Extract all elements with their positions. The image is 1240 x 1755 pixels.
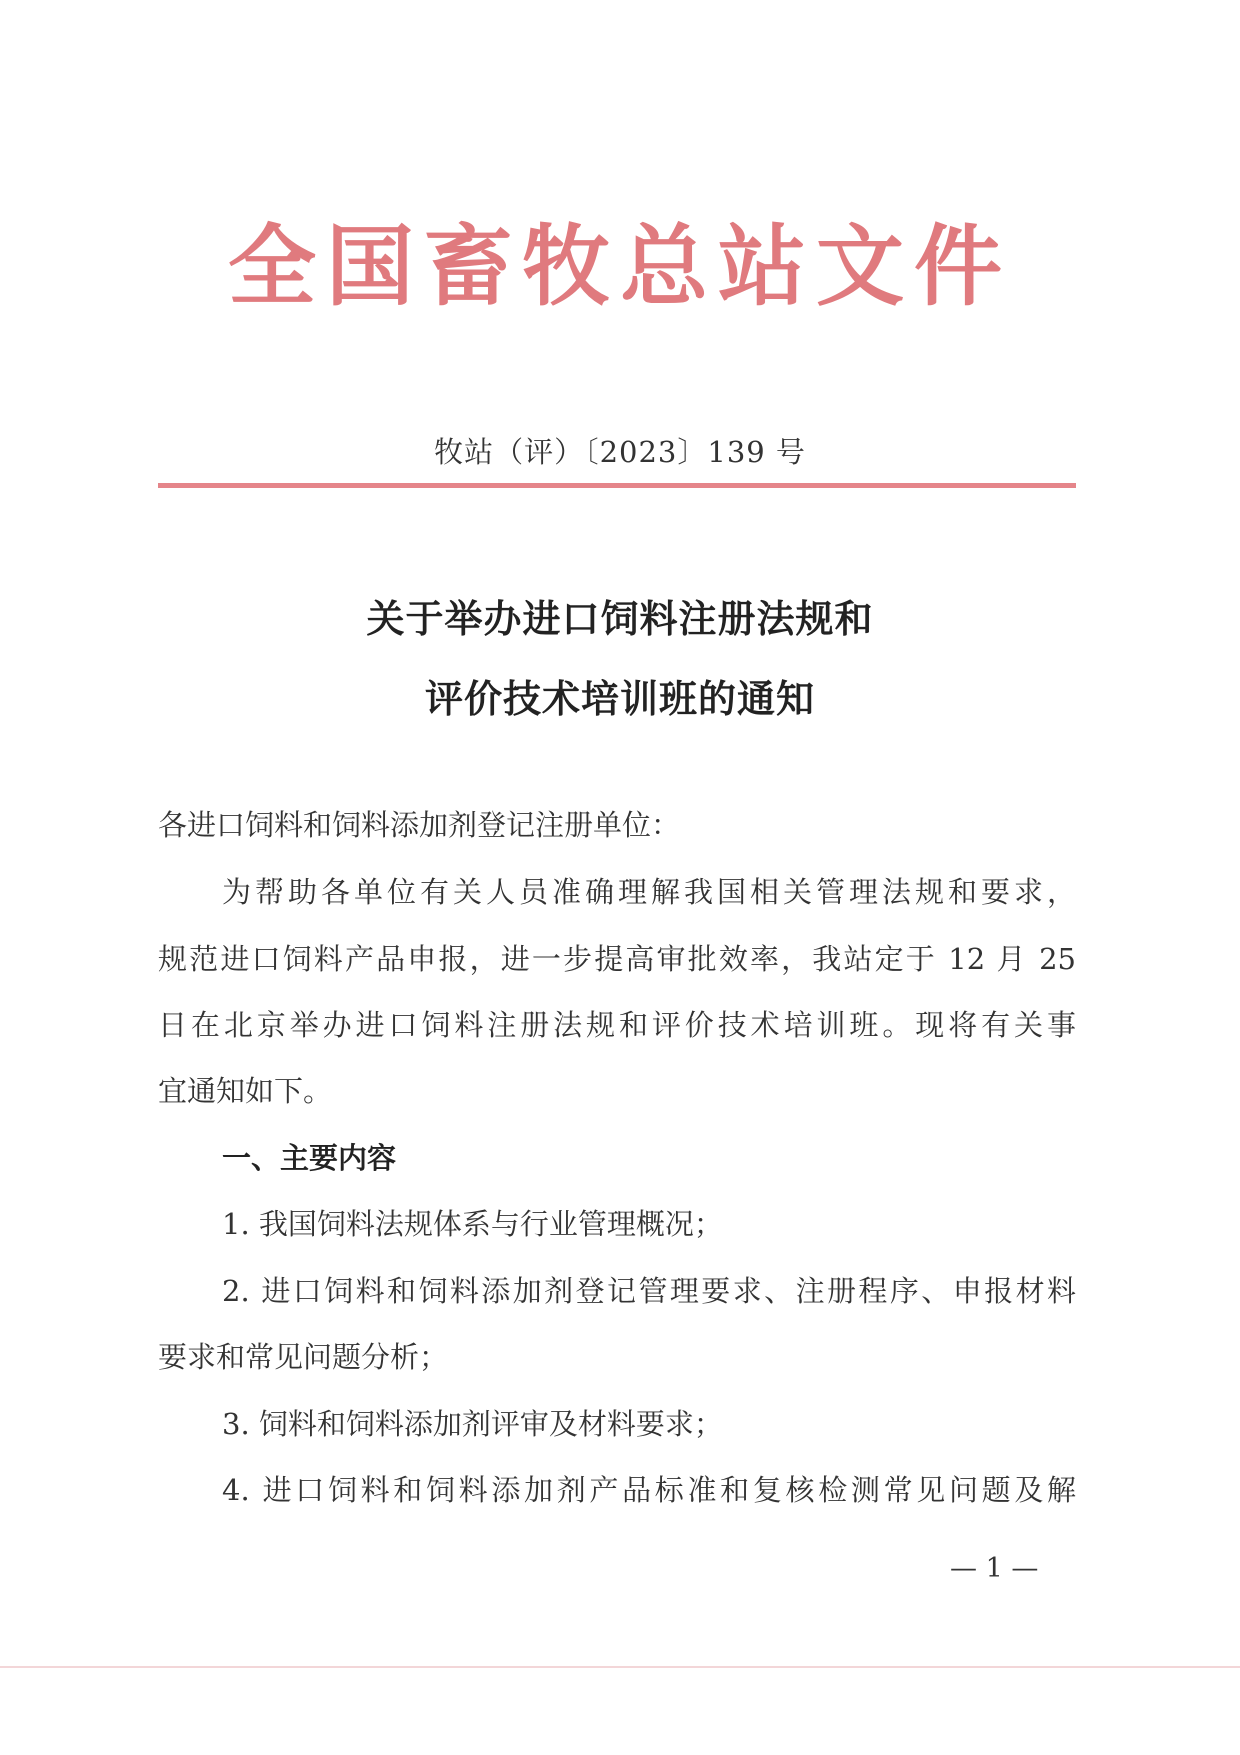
content-item-1: 1. 我国饲料法规体系与行业管理概况； bbox=[222, 1207, 723, 1241]
notice-title-line-1: 关于举办进口饲料注册法规和 bbox=[366, 597, 874, 641]
intro-line-2: 规范进口饲料产品申报，进一步提高审批效率，我站定于 12 月 25 bbox=[158, 942, 1076, 976]
intro-line-1: 为帮助各单位有关人员准确理解我国相关管理法规和要求， bbox=[222, 875, 1076, 909]
content-item-2-line-2: 要求和常见问题分析； bbox=[158, 1340, 449, 1374]
content-item-2-line-1: 2. 进口饲料和饲料添加剂登记管理要求、注册程序、申报材料 bbox=[222, 1274, 1076, 1308]
notice-title-line-2: 评价技术培训班的通知 bbox=[424, 677, 815, 721]
page-number: — 1 — bbox=[950, 1553, 1039, 1584]
section-heading-main-content: 一、主要内容 bbox=[222, 1141, 397, 1175]
salutation: 各进口饲料和饲料添加剂登记注册单位： bbox=[158, 808, 681, 842]
red-divider-line bbox=[158, 483, 1076, 488]
scan-edge-line bbox=[0, 1666, 1240, 1668]
intro-line-4: 宜通知如下。 bbox=[158, 1074, 333, 1108]
intro-line-3: 日在北京举办进口饲料注册法规和评价技术培训班。现将有关事 bbox=[158, 1008, 1076, 1042]
document-number: 牧站（评）〔2023〕139 号 bbox=[434, 435, 806, 469]
content-item-4-line-1: 4. 进口饲料和饲料添加剂产品标准和复核检测常见问题及解 bbox=[222, 1473, 1076, 1507]
header-title: 全国畜牧总站文件 bbox=[227, 214, 1012, 318]
content-item-3: 3. 饲料和饲料添加剂评审及材料要求； bbox=[222, 1407, 723, 1441]
